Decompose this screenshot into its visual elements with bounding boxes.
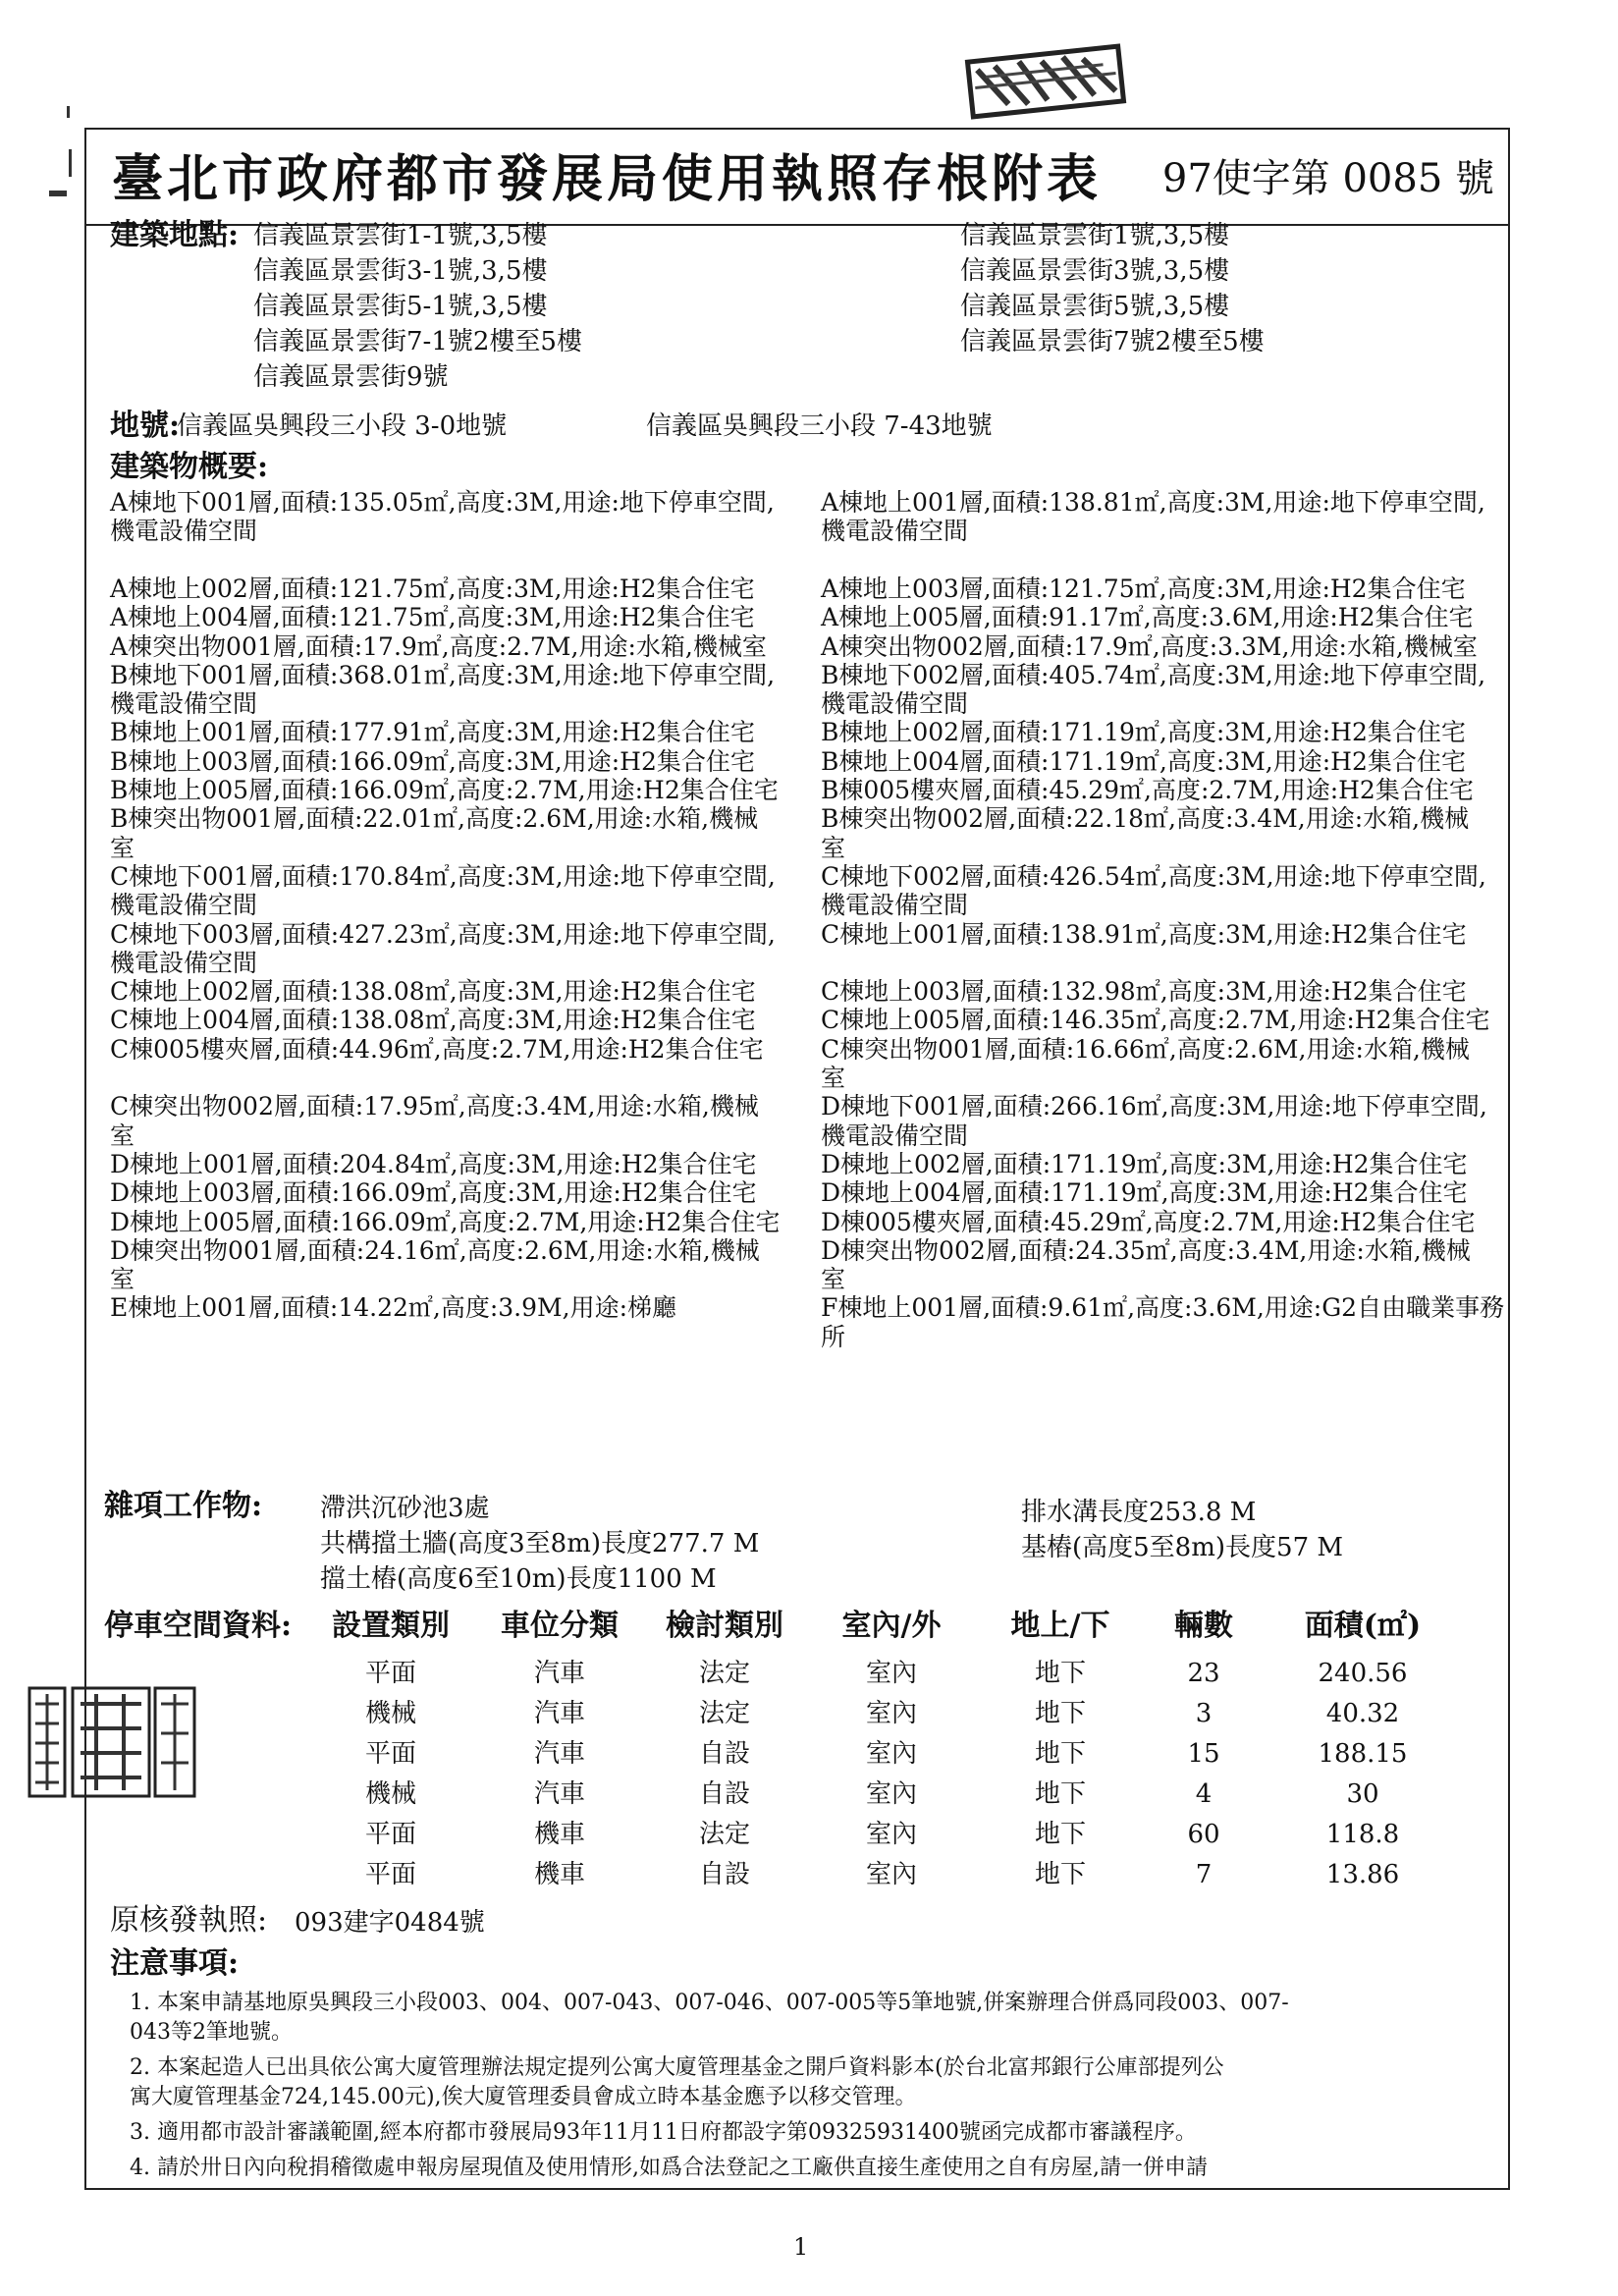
overview-line: C棟地下002層,面積:426.54㎡,高度:3M,用途:地下停車空間,	[821, 861, 1486, 891]
parking-cell: 汽車	[533, 1739, 585, 1769]
overview-line: 室	[821, 1064, 846, 1092]
parking-cell: 機車	[533, 1820, 585, 1849]
parking-cell: 平面	[364, 1659, 416, 1688]
overview-line: D棟地上001層,面積:204.84㎡,高度:3M,用途:H2集合住宅	[110, 1149, 757, 1178]
parking-cell: 4	[1195, 1779, 1213, 1809]
parking-cell: 機車	[533, 1860, 585, 1889]
parking-header-cell: 室內/外	[841, 1609, 942, 1643]
parking-cell: 地下	[1034, 1659, 1086, 1688]
parking-cell: 室內	[865, 1659, 917, 1688]
parking-cell: 188.15	[1318, 1739, 1408, 1769]
overview-line: C棟突出物001層,面積:16.66㎡,高度:2.6M,用途:水箱,機械	[821, 1034, 1470, 1064]
overview-line: C棟地上003層,面積:132.98㎡,高度:3M,用途:H2集合住宅	[821, 977, 1467, 1007]
overview-line: B棟突出物001層,面積:22.01㎡,高度:2.6M,用途:水箱,機械	[110, 804, 759, 834]
overview-line: D棟005樓夾層,面積:45.29㎡,高度:2.7M,用途:H2集合住宅	[821, 1207, 1476, 1236]
overview-line: B棟地上003層,面積:166.09㎡,高度:3M,用途:H2集合住宅	[110, 746, 755, 776]
overview-line: 所	[821, 1322, 846, 1351]
scan-mark	[69, 149, 72, 177]
overview-line: C棟地上004層,面積:138.08㎡,高度:3M,用途:H2集合住宅	[110, 1006, 756, 1035]
parking-cell: 地下	[1034, 1820, 1086, 1849]
overview-line: 室	[821, 833, 846, 862]
overview-line: A棟地上003層,面積:121.75㎡,高度:3M,用途:H2集合住宅	[821, 574, 1466, 603]
misc-left-1: 滯洪沉砂池3處	[320, 1494, 490, 1523]
location-left-1: 信義區景雲街1-1號,3,5樓	[253, 221, 548, 250]
parking-cell: 地下	[1034, 1699, 1086, 1728]
parking-cell: 法定	[698, 1699, 750, 1728]
parking-cell: 室內	[865, 1779, 917, 1809]
overview-line: D棟地上002層,面積:171.19㎡,高度:3M,用途:H2集合住宅	[821, 1149, 1468, 1178]
overview-line: D棟地下001層,面積:266.16㎡,高度:3M,用途:地下停車空間,	[821, 1092, 1487, 1121]
parking-cell: 60	[1187, 1820, 1220, 1849]
misc-right-2: 基樁(高度5至8m)長度57 M	[1021, 1533, 1343, 1562]
parking-cell: 240.56	[1318, 1659, 1408, 1688]
overview-line: C棟005樓夾層,面積:44.96㎡,高度:2.7M,用途:H2集合住宅	[110, 1034, 764, 1064]
overview-line: D棟地上003層,面積:166.09㎡,高度:3M,用途:H2集合住宅	[110, 1178, 757, 1208]
parking-header-cell: 輛數	[1174, 1609, 1233, 1643]
parking-cell: 23	[1187, 1659, 1220, 1688]
location-right-4: 信義區景雲街7號2樓至5樓	[960, 327, 1265, 356]
overview-line: B棟地上002層,面積:171.19㎡,高度:3M,用途:H2集合住宅	[821, 718, 1466, 747]
overview-line: D棟突出物001層,面積:24.16㎡,高度:2.6M,用途:水箱,機械	[110, 1235, 760, 1265]
parking-cell: 自設	[698, 1860, 750, 1889]
overview-line: C棟地上001層,面積:138.91㎡,高度:3M,用途:H2集合住宅	[821, 919, 1467, 949]
location-right-2: 信義區景雲街3號,3,5樓	[960, 256, 1230, 286]
overview-line: A棟突出物002層,面積:17.9㎡,高度:3.3M,用途:水箱,機械室	[821, 631, 1478, 661]
overview-line: 機電設備空間	[110, 948, 258, 977]
note-line: 043等2筆地號。	[130, 2020, 293, 2045]
overview-line: C棟地下001層,面積:170.84㎡,高度:3M,用途:地下停車空間,	[110, 861, 776, 891]
overview-line: F棟地上001層,面積:9.61㎡,高度:3.6M,用途:G2自由職業事務	[821, 1293, 1505, 1323]
note-line: 4. 請於卅日內向稅捐稽徵處申報房屋現值及使用情形,如爲合法登記之工廠供直接生產使用之自有房屋,請一併申請	[130, 2156, 1208, 2180]
parking-header-cell: 面積(㎡)	[1304, 1609, 1422, 1643]
overview-line: B棟地下002層,面積:405.74㎡,高度:3M,用途:地下停車空間,	[821, 660, 1486, 689]
parking-header-cell: 地上/下	[1010, 1609, 1110, 1643]
parking-cell: 汽車	[533, 1779, 585, 1809]
misc-right-1: 排水溝長度253.8 M	[1021, 1498, 1257, 1527]
misc-left-2: 共構擋土牆(高度3至8m)長度277.7 M	[320, 1529, 760, 1558]
overview-line: D棟地上004層,面積:171.19㎡,高度:3M,用途:H2集合住宅	[821, 1178, 1468, 1208]
seal-stamp	[27, 1684, 196, 1800]
original-license-label: 原核發執照:	[110, 1903, 268, 1938]
parking-cell: 13.86	[1325, 1860, 1400, 1889]
location-left-5: 信義區景雲街9號	[253, 362, 449, 392]
parking-cell: 118.8	[1325, 1820, 1400, 1849]
overview-label: 建築物概要:	[110, 450, 269, 484]
misc-works-label: 雜項工作物:	[104, 1489, 263, 1523]
overview-line: D棟突出物002層,面積:24.35㎡,高度:3.4M,用途:水箱,機械	[821, 1235, 1471, 1265]
overview-line: 室	[110, 1121, 135, 1150]
overview-line: 機電設備空間	[821, 1121, 969, 1150]
notes-label: 注意事項:	[110, 1946, 240, 1981]
document-number: 97使字第 0085 號	[1161, 156, 1494, 201]
overview-line: 機電設備空間	[821, 891, 969, 920]
parking-cell: 機械	[364, 1699, 416, 1728]
overview-line: A棟地上004層,面積:121.75㎡,高度:3M,用途:H2集合住宅	[110, 603, 755, 632]
parking-cell: 平面	[364, 1739, 416, 1769]
location-left-4: 信義區景雲街7-1號2樓至5樓	[253, 327, 582, 356]
overview-line: C棟地上005層,面積:146.35㎡,高度:2.7M,用途:H2集合住宅	[821, 1006, 1490, 1035]
location-left-2: 信義區景雲街3-1號,3,5樓	[253, 256, 548, 286]
overview-line: B棟地下001層,面積:368.01㎡,高度:3M,用途:地下停車空間,	[110, 660, 776, 689]
parking-cell: 地下	[1034, 1739, 1086, 1769]
parking-cell: 3	[1195, 1699, 1213, 1728]
parking-header-cell: 設置類別	[332, 1609, 450, 1643]
parking-label: 停車空間資料:	[104, 1609, 293, 1643]
overview-line: B棟地上001層,面積:177.91㎡,高度:3M,用途:H2集合住宅	[110, 718, 755, 747]
overview-line: A棟地上001層,面積:138.81㎡,高度:3M,用途:地下停車空間,	[821, 488, 1485, 517]
lot-left: 信義區吳興段三小段 3-0地號	[177, 411, 508, 441]
parking-cell: 汽車	[533, 1699, 585, 1728]
parking-cell: 汽車	[533, 1659, 585, 1688]
parking-cell: 法定	[698, 1659, 750, 1688]
overview-line: C棟地上002層,面積:138.08㎡,高度:3M,用途:H2集合住宅	[110, 977, 756, 1007]
approval-stamp	[964, 43, 1127, 120]
parking-cell: 法定	[698, 1820, 750, 1849]
parking-cell: 15	[1187, 1739, 1220, 1769]
overview-line: B棟突出物002層,面積:22.18㎡,高度:3.4M,用途:水箱,機械	[821, 804, 1470, 834]
overview-line: 機電設備空間	[110, 891, 258, 920]
overview-line: E棟地上001層,面積:14.22㎡,高度:3.9M,用途:梯廳	[110, 1293, 677, 1323]
overview-line: 機電設備空間	[821, 689, 969, 719]
parking-cell: 室內	[865, 1860, 917, 1889]
overview-line: A棟地上005層,面積:91.17㎡,高度:3.6M,用途:H2集合住宅	[821, 603, 1474, 632]
location-right-1: 信義區景雲街1號,3,5樓	[960, 221, 1230, 250]
parking-cell: 室內	[865, 1739, 917, 1769]
overview-line: C棟地下003層,面積:427.23㎡,高度:3M,用途:地下停車空間,	[110, 919, 776, 949]
location-right-3: 信義區景雲街5號,3,5樓	[960, 292, 1230, 321]
overview-line: 機電設備空間	[110, 689, 258, 719]
overview-line: A棟地上002層,面積:121.75㎡,高度:3M,用途:H2集合住宅	[110, 574, 755, 603]
page-number: 1	[793, 2233, 809, 2261]
overview-line: 機電設備空間	[821, 517, 969, 546]
overview-line: C棟突出物002層,面積:17.95㎡,高度:3.4M,用途:水箱,機械	[110, 1092, 759, 1121]
scan-mark	[49, 191, 67, 196]
note-line: 3. 適用都市設計審議範圍,經本府都市發展局93年11月11日府都設字第09325931400號函完成都市審議程序。	[130, 2120, 1197, 2145]
note-line: 2. 本案起造人已出具依公寓大廈管理辦法規定提列公寓大廈管理基金之開戶資料影本(於台北富邦銀行公庫部提列公	[130, 2055, 1224, 2080]
overview-line: 室	[110, 833, 135, 862]
parking-cell: 平面	[364, 1820, 416, 1849]
original-license-value: 093建字0484號	[295, 1908, 485, 1938]
overview-line: B棟地上004層,面積:171.19㎡,高度:3M,用途:H2集合住宅	[821, 746, 1466, 776]
location-left-3: 信義區景雲街5-1號,3,5樓	[253, 292, 548, 321]
overview-line: A棟地下001層,面積:135.05㎡,高度:3M,用途:地下停車空間,	[110, 488, 775, 517]
document-title: 臺北市政府都市發展局使用執照存根附表	[112, 149, 1103, 209]
building-location-label: 建築地點:	[110, 218, 240, 252]
overview-line: 室	[110, 1265, 135, 1294]
overview-line: A棟突出物001層,面積:17.9㎡,高度:2.7M,用途:水箱,機械室	[110, 631, 767, 661]
parking-cell: 40.32	[1325, 1699, 1400, 1728]
lot-label: 地號:	[110, 409, 181, 443]
parking-header-cell: 車位分類	[501, 1609, 619, 1643]
parking-cell: 地下	[1034, 1860, 1086, 1889]
parking-cell: 自設	[698, 1739, 750, 1769]
scan-mark	[67, 106, 70, 118]
parking-header-cell: 檢討類別	[666, 1609, 783, 1643]
title-row	[86, 130, 1508, 226]
parking-cell: 30	[1346, 1779, 1379, 1809]
misc-left-3: 擋土樁(高度6至10m)長度1100 M	[320, 1564, 717, 1594]
note-line: 1. 本案申請基地原吳興段三小段003、004、007-043、007-046、007-005等5筆地號,併案辦理合併爲同段003、007-	[130, 1991, 1289, 2015]
parking-cell: 平面	[364, 1860, 416, 1889]
overview-line: B棟005樓夾層,面積:45.29㎡,高度:2.7M,用途:H2集合住宅	[821, 776, 1474, 804]
parking-cell: 室內	[865, 1699, 917, 1728]
note-line: 寓大廈管理基金724,145.00元),俟大廈管理委員會成立時本基金應予以移交管理。	[130, 2085, 917, 2109]
parking-cell: 室內	[865, 1820, 917, 1849]
parking-cell: 自設	[698, 1779, 750, 1809]
parking-cell: 機械	[364, 1779, 416, 1809]
parking-cell: 7	[1195, 1860, 1213, 1889]
overview-line: 室	[821, 1265, 846, 1294]
overview-line: 機電設備空間	[110, 517, 258, 546]
overview-line: B棟地上005層,面積:166.09㎡,高度:2.7M,用途:H2集合住宅	[110, 776, 779, 804]
overview-line: D棟地上005層,面積:166.09㎡,高度:2.7M,用途:H2集合住宅	[110, 1207, 781, 1236]
lot-right: 信義區吳興段三小段 7-43地號	[646, 411, 993, 441]
parking-cell: 地下	[1034, 1779, 1086, 1809]
